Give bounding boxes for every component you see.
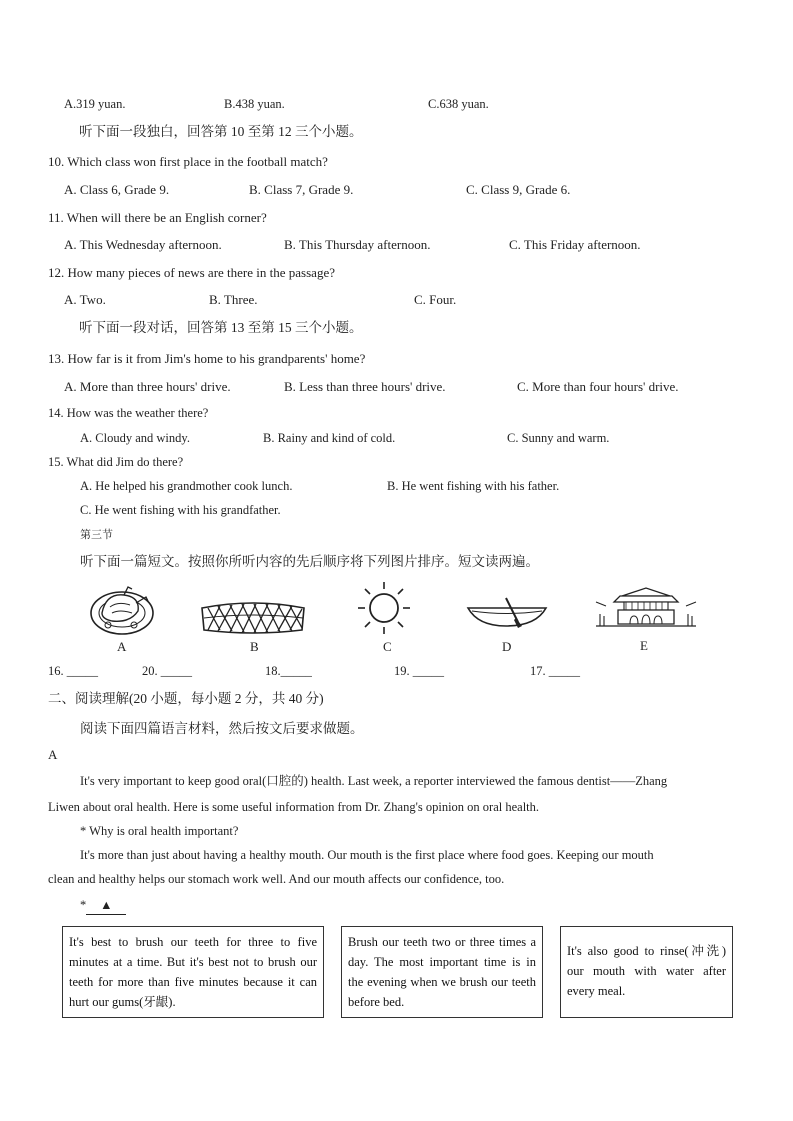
picture-label-a: A xyxy=(117,639,127,654)
q10-option-a: A. Class 6, Grade 9. xyxy=(64,182,170,197)
question-14: 14. How was the weather there? xyxy=(48,406,209,420)
q13-option-a: A. More than three hours' drive. xyxy=(64,379,231,394)
q9-option-a: A.319 yuan. xyxy=(64,97,126,111)
order-blank-18[interactable]: 18._____ xyxy=(265,664,312,678)
q11-option-c: C. This Friday afternoon. xyxy=(509,237,641,252)
q15-option-a: A. He helped his grandmother cook lunch. xyxy=(80,479,293,493)
triangle-blank-mark: ▲ xyxy=(86,896,126,915)
part2-title: 二、阅读理解(20 小题，每小题 2 分，共 40 分) xyxy=(48,691,324,706)
q12-option-b: B. Three. xyxy=(209,292,258,307)
boat-icon xyxy=(466,596,548,630)
q13-option-c: C. More than four hours' drive. xyxy=(517,379,679,394)
q11-option-a: A. This Wednesday afternoon. xyxy=(64,237,222,252)
order-blank-20[interactable]: 20. _____ xyxy=(142,664,192,678)
passage-a-p2-line2: clean and healthy helps our stomach work well. And our mouth affects our confidence, too. xyxy=(48,872,505,886)
order-blank-19[interactable]: 19. _____ xyxy=(394,664,444,678)
q10-option-b: B. Class 7, Grade 9. xyxy=(249,182,354,197)
q15-option-b: B. He went fishing with his father. xyxy=(387,479,560,493)
passage-a-p1-line2: Liwen about oral health. Here is some useful information from Dr. Zhang's opinion on oral health. xyxy=(48,800,540,814)
blank-heading-prefix: * xyxy=(80,898,87,912)
q12-option-c: C. Four. xyxy=(414,292,457,307)
q13-option-b: B. Less than three hours' drive. xyxy=(284,379,446,394)
passage-a-label: A xyxy=(48,747,58,762)
passage-a-question-heading: * Why is oral health important? xyxy=(80,824,239,838)
birds-nest-stadium-icon xyxy=(198,600,308,634)
roast-chicken-icon xyxy=(88,583,156,637)
question-12: 12. How many pieces of news are there in the passage? xyxy=(48,265,335,280)
dialogue-instruction: 听下面一段对话，回答第 13 至第 15 三个小题。 xyxy=(79,320,363,335)
q14-option-c: C. Sunny and warm. xyxy=(507,431,610,445)
q9-option-b: B.438 yuan. xyxy=(224,97,285,111)
passage-a-p2-line1: It's more than just about having a healthy mouth. Our mouth is the first place where food goes. Keeping our mouth xyxy=(80,848,654,862)
blank-heading[interactable] xyxy=(80,896,126,915)
picture-label-b: B xyxy=(250,639,259,654)
tiananmen-icon xyxy=(594,586,698,632)
question-15: 15. What did Jim do there? xyxy=(48,455,184,469)
tip-box-brushing-time: It's best to brush our teeth for three to five minutes at a time. But it's best not to brush our teeth for more than five minutes because it can hurt our gums(牙龈). xyxy=(62,926,324,1018)
order-blank-17[interactable]: 17. _____ xyxy=(530,664,580,678)
part2-instruction: 阅读下面四篇语言材料，然后按文后要求做题。 xyxy=(80,721,364,736)
q15-option-c: C. He went fishing with his grandfather. xyxy=(80,503,281,517)
picture-label-e: E xyxy=(640,638,648,653)
section3-title: 第三节 xyxy=(80,529,113,541)
question-11: 11. When will there be an English corner? xyxy=(48,210,267,225)
q11-option-b: B. This Thursday afternoon. xyxy=(284,237,431,252)
monologue-instruction: 听下面一段独白，回答第 10 至第 12 三个小题。 xyxy=(79,124,363,139)
section3-instruction: 听下面一篇短文。按照你所听内容的先后顺序将下列图片排序。短文读两遍。 xyxy=(80,554,539,569)
q14-option-b: B. Rainy and kind of cold. xyxy=(263,431,396,445)
tip-box-brushing-frequency: Brush our teeth two or three times a day. The most important time is in the evening when we brush our teeth before bed. xyxy=(341,926,543,1018)
question-13: 13. How far is it from Jim's home to his grandparents' home? xyxy=(48,351,366,366)
q14-option-a: A. Cloudy and windy. xyxy=(80,431,190,445)
sun-icon xyxy=(356,580,412,636)
q10-option-c: C. Class 9, Grade 6. xyxy=(466,182,571,197)
picture-label-c: C xyxy=(383,639,392,654)
tip-box-rinse: It's also good to rinse(冲洗) our mouth with water after every meal. xyxy=(560,926,733,1018)
order-blank-16[interactable]: 16. _____ xyxy=(48,664,98,678)
question-10: 10. Which class won first place in the football match? xyxy=(48,154,328,169)
q12-option-a: A. Two. xyxy=(64,292,106,307)
passage-a-p1-line1: It's very important to keep good oral(口腔的) health. Last week, a reporter interviewed the famous dentist——Zhang xyxy=(80,774,668,788)
picture-label-d: D xyxy=(502,639,512,654)
q9-option-c: C.638 yuan. xyxy=(428,97,489,111)
